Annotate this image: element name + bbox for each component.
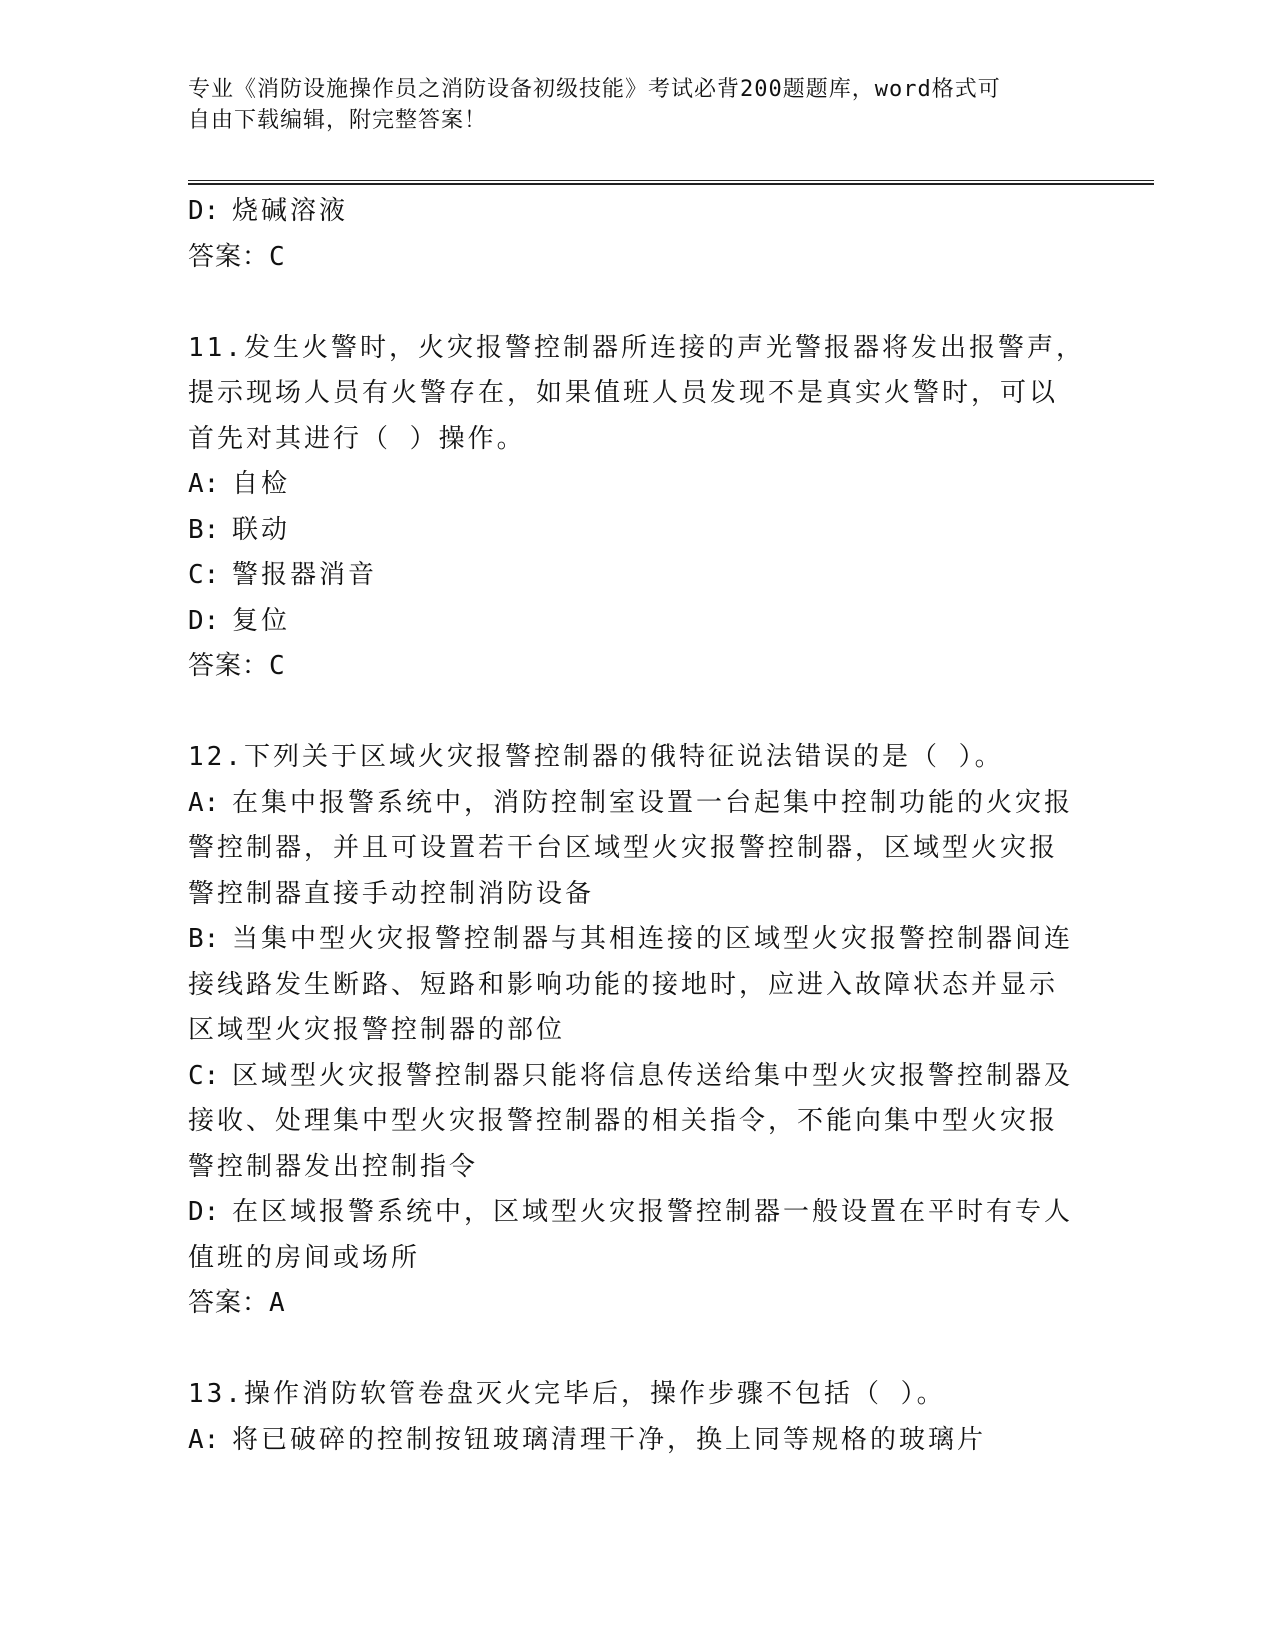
option-text: 区域型火灾报警控制器只能将信息传送给集中型火灾报警控制器及 [232, 1060, 1074, 1091]
answer-label: 答案： [188, 241, 270, 272]
spacer [188, 690, 1078, 736]
header-divider [188, 180, 1154, 185]
question-11 [188, 326, 1085, 690]
option-text: 当集中型火灾报警控制器与其相连接的区域型火灾报警控制器间连 [232, 924, 1074, 954]
option-text: 警报器消音 [232, 560, 378, 590]
question-stem-line: 12.下列关于区域火灾报警控制器的俄特征说法错误的是（ ）。 [188, 742, 1004, 772]
option-text-continuation: 警控制器直接手动控制消防设备 [188, 878, 595, 909]
answer-value: C [269, 651, 286, 681]
option-d [188, 599, 1078, 645]
spacer [188, 1327, 1078, 1373]
option-label: D: [188, 605, 220, 636]
option-label: C: [188, 1060, 220, 1091]
question-13 [188, 1372, 1078, 1463]
option-d [188, 1190, 1078, 1236]
option-c [188, 1054, 1078, 1100]
option-b [188, 508, 1078, 554]
option-a [188, 462, 1078, 508]
header-line-1: 专业《消防设施操作员之消防设备初级技能》考试必背200题题库，word格式可 [188, 77, 1001, 102]
option-label: B: [188, 514, 220, 545]
answer-value: A [269, 1288, 286, 1318]
option-text: 将已破碎的控制按钮玻璃清理干净，换上同等规格的玻璃片 [232, 1424, 987, 1455]
answer-label: 答案： [188, 1288, 270, 1318]
answer-label: 答案： [188, 651, 270, 681]
option-text-continuation: 接收、处理集中型火灾报警控制器的相关指令，不能向集中型火灾报 [188, 1106, 1059, 1136]
option-text: 复位 [232, 605, 291, 636]
question-stem-line: 11.发生火警时，火灾报警控制器所连接的声光警报器将发出报警声， [188, 332, 1085, 363]
option-a [188, 781, 1078, 827]
option-text: 联动 [232, 514, 291, 545]
option-label: A: [188, 787, 220, 818]
option-text-continuation: 区域型火灾报警控制器的部位 [188, 1015, 566, 1045]
answer-11 [188, 644, 1078, 690]
question-stem-line: 提示现场人员有火警存在，如果值班人员发现不是真实火警时，可以 [188, 378, 1059, 408]
option-d-prev [188, 189, 1078, 235]
question-stem-line: 首先对其进行（ ）操作。 [188, 423, 526, 454]
spacer [188, 280, 1078, 326]
option-text-continuation: 值班的房间或场所 [188, 1242, 421, 1273]
answer-prev [188, 235, 1078, 281]
header-line-2: 自由下载编辑，附完整答案！ [188, 108, 488, 133]
option-label: B: [188, 924, 220, 954]
option-label: D: [188, 1197, 220, 1227]
question-stem-line: 13.操作消防软管卷盘灭火完毕后，操作步骤不包括（ ）。 [188, 1379, 946, 1409]
option-text-continuation: 警控制器发出控制指令 [188, 1151, 479, 1182]
option-label: A: [188, 1424, 220, 1455]
document-header [188, 74, 1068, 136]
option-text-continuation: 警控制器，并且可设置若干台区域型火灾报警控制器，区域型火灾报 [188, 833, 1059, 863]
option-label: C: [188, 560, 220, 590]
question-12 [188, 735, 1078, 1327]
answer-12 [188, 1281, 1078, 1327]
document-body [188, 189, 1085, 1463]
option-text: 烧碱溶液 [232, 196, 349, 226]
answer-value: C [269, 241, 286, 272]
option-b [188, 917, 1078, 963]
option-label: A: [188, 469, 220, 499]
option-text-continuation: 接线路发生断路、短路和影响功能的接地时，应进入故障状态并显示 [188, 969, 1059, 1000]
option-text: 自检 [232, 469, 291, 499]
option-c [188, 553, 1078, 599]
option-label: D: [188, 196, 220, 226]
option-text: 在区域报警系统中，区域型火灾报警控制器一般设置在平时有专人 [232, 1197, 1074, 1227]
option-a [188, 1418, 1078, 1464]
option-text: 在集中报警系统中，消防控制室设置一台起集中控制功能的火灾报 [232, 787, 1074, 818]
